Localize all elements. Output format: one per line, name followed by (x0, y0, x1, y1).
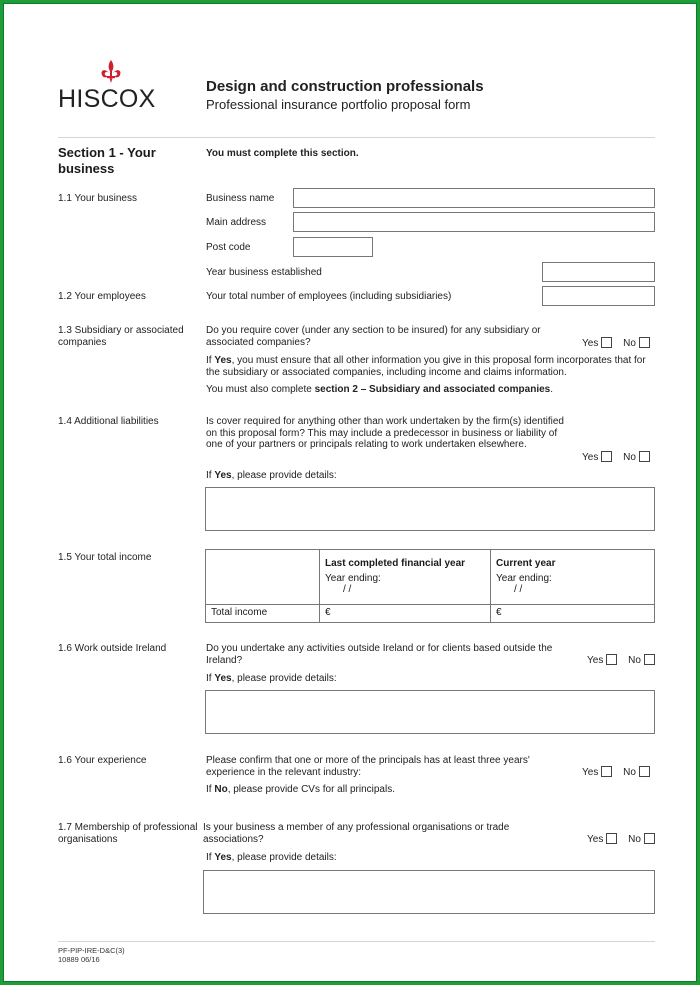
liabilities-details-label: If Yes, please provide details: (206, 470, 337, 481)
outside-ireland-details-label: If Yes, please provide details: (206, 673, 337, 684)
subsidiary-question: Do you require cover (under any section to be insured) for any subsidiary or associated companies? (206, 325, 541, 348)
membership-yes-checkbox[interactable] (606, 833, 617, 844)
last-year-income-input[interactable]: € (320, 605, 491, 623)
employees-question: Your total number of employees (including subsidiaries) (206, 291, 452, 302)
year-established-label: Year business established (206, 267, 322, 278)
section-instruction: You must complete this section. (206, 148, 359, 159)
subsidiary-no-checkbox[interactable] (639, 337, 650, 348)
membership-yes-no: Yes No (587, 833, 655, 845)
employees-input[interactable] (542, 286, 655, 306)
main-address-label: Main address (206, 217, 267, 228)
form-subtitle: Professional insurance portfolio proposal form (206, 97, 471, 112)
outside-ireland-question: Do you undertake any activities outside Ireland or for clients based outside the Ireland? (206, 643, 553, 666)
current-year-header: Current year Year ending: / / (491, 550, 655, 605)
total-income-label: Total income (206, 605, 320, 623)
subsidiary-note: If Yes, you must ensure that all other information you give in this proposal form incorporates that for the subsidiary or associated companies, including income and claims information. (206, 355, 646, 378)
liabilities-details-textarea[interactable] (205, 487, 655, 531)
fleur-de-lis-logo-icon (99, 59, 123, 85)
subsidiary-yes-checkbox[interactable] (601, 337, 612, 348)
liabilities-no-checkbox[interactable] (639, 451, 650, 462)
experience-no-checkbox[interactable] (639, 766, 650, 777)
subsidiary-also-complete: You must also complete section 2 – Subsidiary and associated companies. (206, 384, 554, 395)
post-code-input[interactable] (293, 237, 373, 257)
q-1-2-label: 1.2 Your employees (58, 291, 146, 302)
q-1-1-label: 1.1 Your business (58, 193, 137, 204)
outside-ireland-yes-no: Yes No (587, 654, 655, 666)
business-name-label: Business name (206, 193, 275, 204)
outside-ireland-yes-checkbox[interactable] (606, 654, 617, 665)
membership-details-label: If Yes, please provide details: (206, 852, 337, 863)
experience-yes-no: Yes No (582, 766, 650, 778)
membership-no-checkbox[interactable] (644, 833, 655, 844)
post-code-label: Post code (206, 242, 251, 253)
main-address-input[interactable] (293, 212, 655, 232)
income-table-corner (206, 550, 320, 605)
liabilities-yes-no: Yes No (582, 451, 650, 463)
brand-logo-text: HISCOX (58, 85, 156, 113)
section-title: Section 1 - Your business (58, 145, 156, 176)
experience-cv-note: If No, please provide CVs for all principals. (206, 784, 395, 795)
outside-ireland-details-textarea[interactable] (205, 690, 655, 734)
last-year-header: Last completed financial year Year ending: / / (320, 550, 491, 605)
year-established-input[interactable] (542, 262, 655, 282)
liabilities-yes-checkbox[interactable] (601, 451, 612, 462)
q-1-7-label: 1.7 Membership of professional organisations (58, 822, 198, 845)
q-1-3-label: 1.3 Subsidiary or associated companies (58, 325, 184, 348)
form-reference: PF-PIP-IRE-D&C(3) 10889 06/16 (58, 946, 125, 964)
q-1-4-label: 1.4 Additional liabilities (58, 416, 159, 427)
form-title: Design and construction professionals (206, 78, 484, 95)
experience-yes-checkbox[interactable] (601, 766, 612, 777)
income-table (205, 549, 655, 623)
subsidiary-yes-no: Yes No (582, 337, 650, 349)
q-1-6-outside-label: 1.6 Work outside Ireland (58, 643, 167, 654)
membership-details-textarea[interactable] (203, 870, 655, 914)
outside-ireland-no-checkbox[interactable] (644, 654, 655, 665)
page (3, 3, 697, 982)
q-1-5-label: 1.5 Your total income (58, 552, 152, 563)
footer-divider (58, 941, 655, 942)
q-1-6-experience-label: 1.6 Your experience (58, 755, 147, 766)
current-year-income-input[interactable]: € (491, 605, 655, 623)
experience-question: Please confirm that one or more of the principals has at least three years' experience in the relevant industry: (206, 755, 530, 778)
business-name-input[interactable] (293, 188, 655, 208)
membership-question: Is your business a member of any professional organisations or trade associations? (203, 822, 510, 845)
liabilities-question: Is cover required for anything other than work undertaken by the firm(s) identified on this proposal form? This may include a predecessor in business or liability of one of your partners or principals relating to work undertaken elsewhere. (206, 416, 564, 450)
header-divider (58, 137, 655, 138)
